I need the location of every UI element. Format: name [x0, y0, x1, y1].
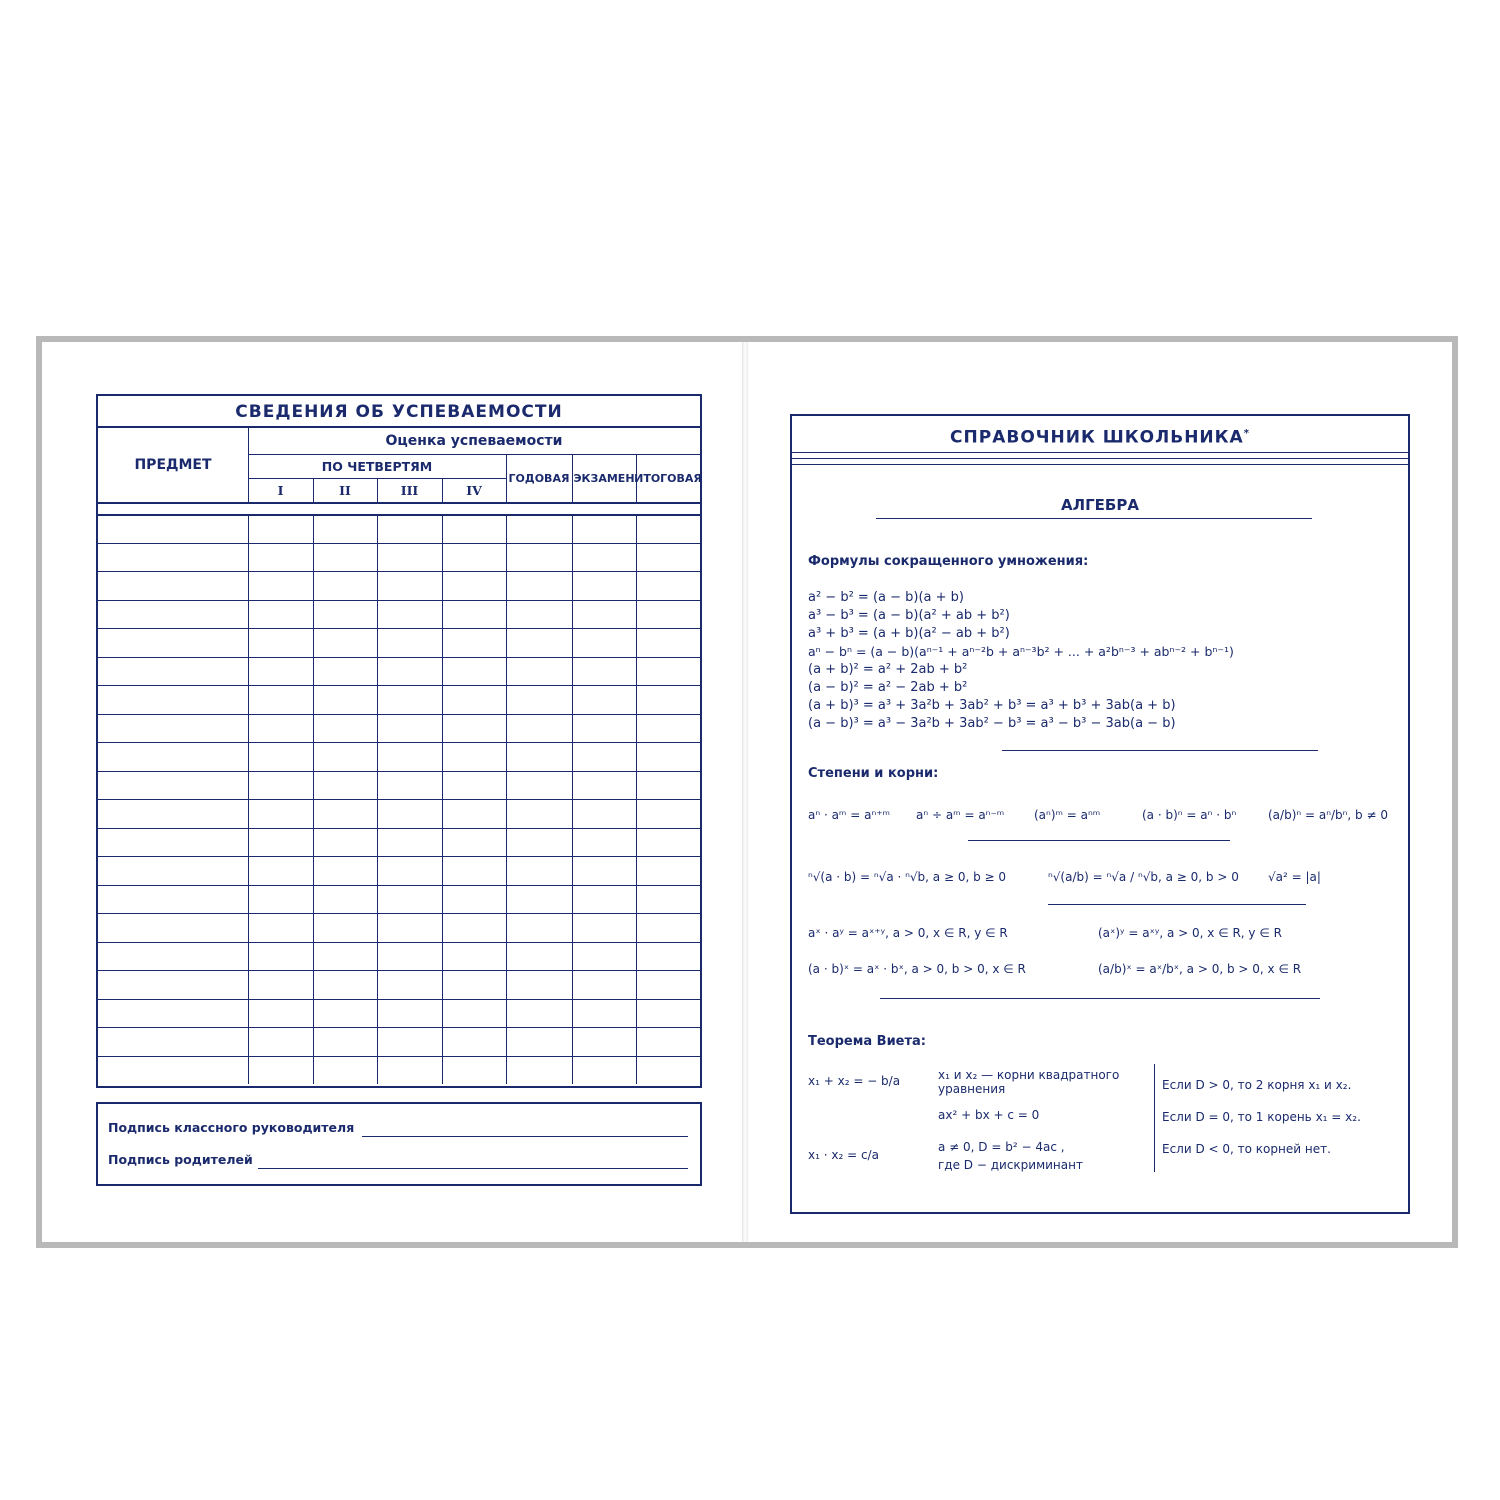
header-subject: ПРЕДМЕТ	[134, 457, 212, 473]
grade-row	[98, 771, 700, 800]
grade-column-line	[377, 514, 378, 1084]
sign-parents-label: Подпись родителей	[108, 1152, 253, 1167]
grade-row	[98, 885, 700, 914]
grade-row	[98, 828, 700, 857]
grade-row	[98, 913, 700, 942]
vieta-case-3: Если D < 0, то корней нет.	[1162, 1142, 1331, 1156]
power-formula-1: aⁿ · aᵐ = aⁿ⁺ᵐ	[808, 808, 891, 822]
grades-grid	[98, 514, 700, 1084]
root-formula-2: ⁿ√(a/b) = ⁿ√a / ⁿ√b, a ≥ 0, b > 0	[1048, 870, 1239, 884]
power-formula-5: (a/b)ⁿ = aⁿ/bⁿ, b ≠ 0	[1268, 808, 1388, 822]
reference-box	[790, 414, 1410, 1214]
header-quarter-2: II	[339, 482, 351, 498]
mult-formula-4: aⁿ − bⁿ = (a − b)(aⁿ⁻¹ + aⁿ⁻²b + aⁿ⁻³b² + ... + a²bⁿ⁻³ + abⁿ⁻² + bⁿ⁻¹)	[808, 644, 1234, 659]
header-grades: Оценка успеваемости	[385, 433, 563, 449]
algebra-title: АЛГЕБРА	[1061, 496, 1139, 514]
reference-title	[792, 416, 1408, 450]
grade-column-line	[506, 514, 507, 1084]
section-vieta: Теорема Виета:	[808, 1034, 927, 1049]
grade-row	[98, 999, 700, 1028]
mult-formula-8: (a − b)³ = a³ − 3a²b + 3ab² − b³ = a³ − b³ − 3ab(a − b)	[808, 716, 1176, 731]
power-formula-4: (a · b)ⁿ = aⁿ · bⁿ	[1142, 808, 1237, 822]
power-formula-3: (aⁿ)ᵐ = aⁿᵐ	[1034, 808, 1101, 822]
sign-teacher-line	[362, 1136, 688, 1137]
sign-teacher-label: Подпись классного руководителя	[108, 1120, 355, 1135]
mult-formula-6: (a − b)² = a² − 2ab + b²	[808, 680, 968, 695]
grade-column-line	[442, 514, 443, 1084]
header-quarter-1: I	[277, 482, 284, 498]
grade-row	[98, 685, 700, 714]
grade-row	[98, 657, 700, 686]
vieta-sum: x₁ + x₂ = − b/a	[808, 1074, 901, 1088]
grade-row	[98, 742, 700, 771]
vieta-product: x₁ · x₂ = c/a	[808, 1148, 879, 1162]
grade-row	[98, 942, 700, 971]
grade-row	[98, 799, 700, 828]
grade-row	[98, 1056, 700, 1085]
grade-column-line	[572, 514, 573, 1084]
reference-title-mark: *	[1243, 428, 1250, 439]
vieta-discriminant: где D − дискриминант	[938, 1158, 1083, 1172]
sign-parents-line	[258, 1168, 688, 1169]
grade-column-line	[313, 514, 314, 1084]
grade-row	[98, 970, 700, 999]
grades-header	[98, 428, 700, 504]
header-year: ГОДОВАЯ	[508, 471, 570, 485]
header-quarter-3: III	[400, 482, 419, 498]
vieta-condition: a ≠ 0, D = b² − 4ac ,	[938, 1140, 1065, 1154]
grade-row	[98, 600, 700, 629]
mult-formula-5: (a + b)² = a² + 2ab + b²	[808, 662, 968, 677]
vieta-equation: ax² + bx + c = 0	[938, 1108, 1040, 1122]
grade-column-line	[636, 514, 637, 1084]
grades-title: СВЕДЕНИЯ ОБ УСПЕВАЕМОСТИ	[98, 396, 700, 428]
header-exam: ЭКЗАМЕН	[573, 471, 635, 485]
signature-block	[96, 1102, 702, 1186]
vieta-case-2: Если D = 0, то 1 корень x₁ = x₂.	[1162, 1110, 1361, 1124]
vieta-case-1: Если D > 0, то 2 корня x₁ и x₂.	[1162, 1078, 1352, 1092]
grade-row	[98, 514, 700, 543]
power-formula-2: aⁿ ÷ aᵐ = aⁿ⁻ᵐ	[916, 808, 1005, 822]
header-quarters: ПО ЧЕТВЕРТЯМ	[321, 458, 433, 474]
notebook-spread	[36, 336, 1458, 1248]
root-formula-3: √a² = |a|	[1268, 870, 1321, 884]
grade-row	[98, 628, 700, 657]
left-page	[42, 342, 742, 1242]
grade-row	[98, 543, 700, 572]
real-power-formula-3: (a · b)ˣ = aˣ · bˣ, a > 0, b > 0, x ∈ R	[808, 962, 1026, 976]
mult-formula-3: a³ + b³ = (a + b)(a² − ab + b²)	[808, 626, 1010, 641]
grade-row	[98, 714, 700, 743]
section-powers: Степени и корни:	[808, 766, 939, 781]
real-power-formula-4: (a/b)ˣ = aˣ/bˣ, a > 0, b > 0, x ∈ R	[1098, 962, 1302, 976]
header-final: ИТОГОВАЯ	[634, 471, 702, 485]
grade-column-line	[248, 514, 249, 1084]
real-power-formula-2: (aˣ)ʸ = aˣʸ, a > 0, x ∈ R, y ∈ R	[1098, 926, 1282, 940]
vieta-roots: x₁ и x₂ — корни квадратного уравнения	[938, 1068, 1120, 1096]
header-quarter-4: IV	[466, 482, 482, 498]
section-multiplication: Формулы сокращенного умножения:	[808, 554, 1089, 569]
grade-row	[98, 571, 700, 600]
root-formula-1: ⁿ√(a · b) = ⁿ√a · ⁿ√b, a ≥ 0, b ≥ 0	[808, 870, 1007, 884]
real-power-formula-1: aˣ · aʸ = aˣ⁺ʸ, a > 0, x ∈ R, y ∈ R	[808, 926, 1008, 940]
mult-formula-2: a³ − b³ = (a − b)(a² + ab + b²)	[808, 608, 1010, 623]
mult-formula-7: (a + b)³ = a³ + 3a²b + 3ab² + b³ = a³ + b³ + 3ab(a + b)	[808, 698, 1176, 713]
grade-row	[98, 856, 700, 885]
grade-row	[98, 1027, 700, 1056]
right-page	[748, 342, 1452, 1242]
mult-formula-1: a² − b² = (a − b)(a + b)	[808, 590, 964, 605]
grades-table	[96, 394, 702, 1088]
reference-title-text: СПРАВОЧНИК ШКОЛЬНИКА	[950, 427, 1244, 448]
